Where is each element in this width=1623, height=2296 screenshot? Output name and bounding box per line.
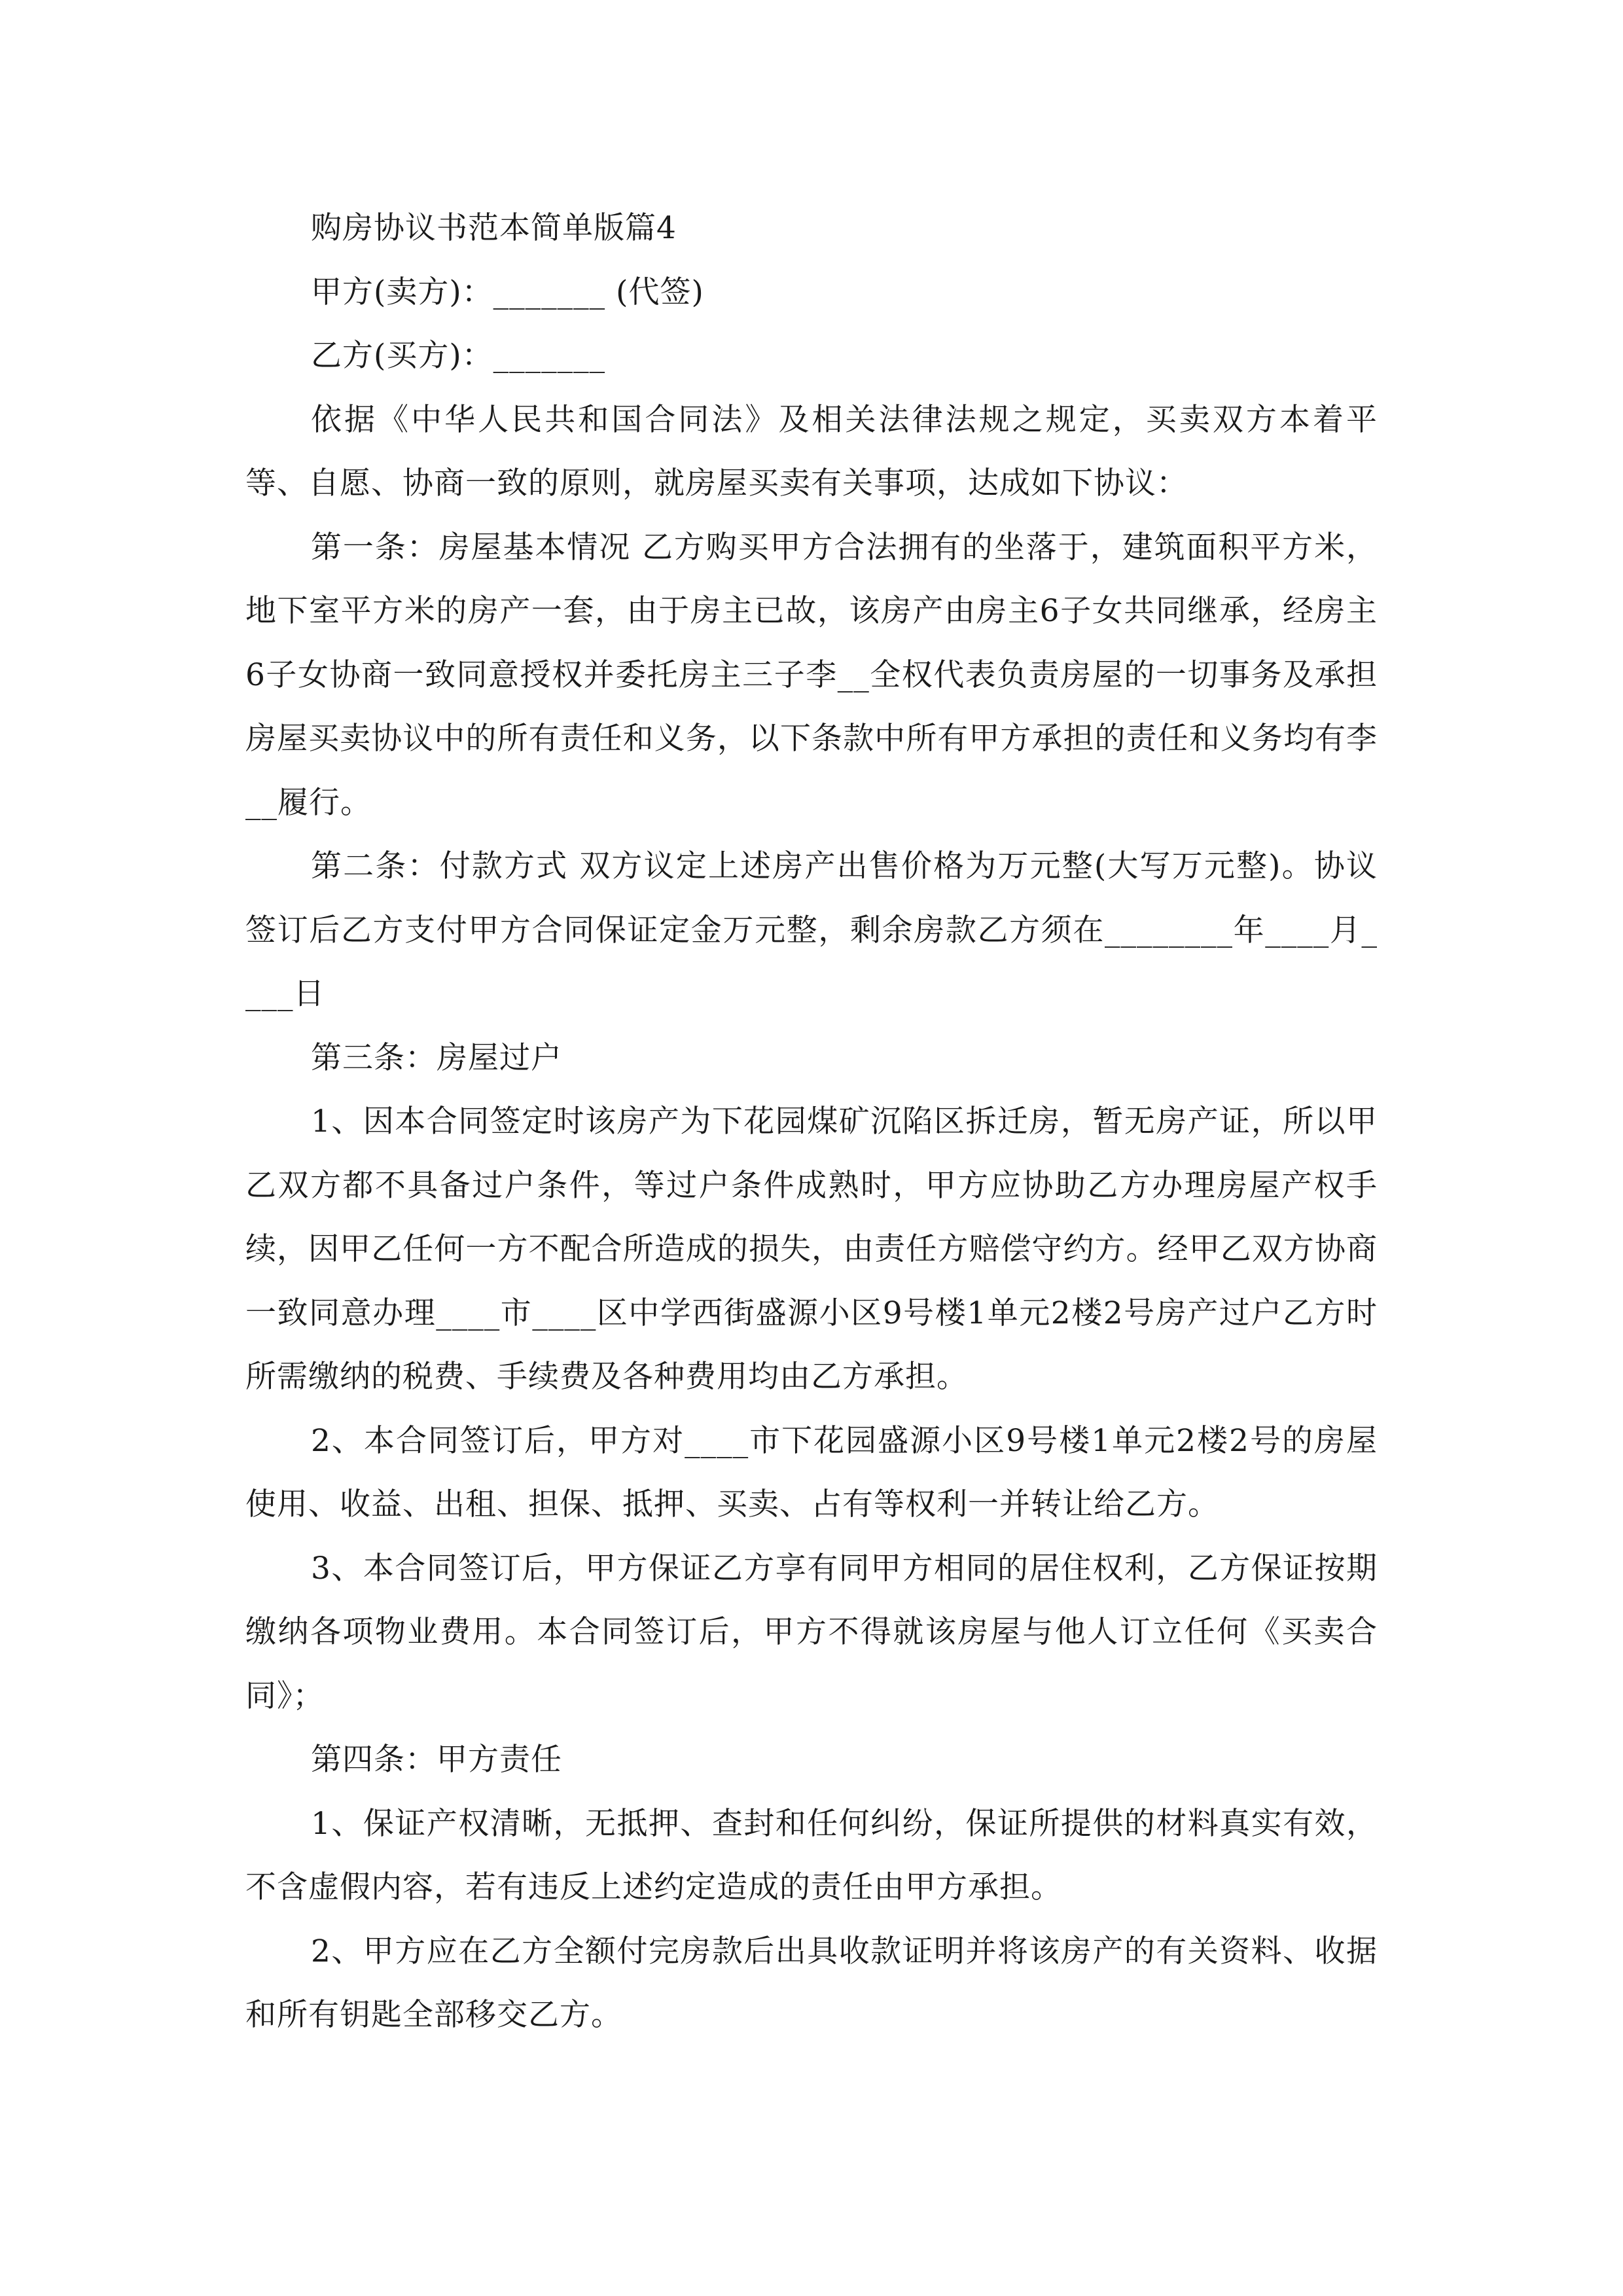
article-4-heading: 第四条：甲方责任: [311, 1742, 562, 1778]
preamble-paragraph: 依据《中华人民共和国合同法》及相关法律法规之规定，买卖双方本着平等、自愿、协商一致的原则，就房屋买卖有关事项，达成如下协议：: [245, 401, 1378, 501]
party-b-line: 乙方(买方)：_______: [311, 338, 606, 374]
article-1-paragraph: 第一条：房屋基本情况 乙方购买甲方合法拥有的坐落于，建筑面积平方米，地下室平方米的房产一套，由于房主已故，该房产由房主6子女共同继承，经房主6子女协商一致同意授权并委托房主三子李__全权代表负责房屋的一切事务及承担房屋买卖协议中的所有责任和义务，以下条款中所有甲方承担的责任和义务均有李__履行。: [245, 529, 1378, 821]
article-3-item-3: 3、本合同签订后，甲方保证乙方享有同甲方相同的居住权利，乙方保证按期缴纳各项物业费用。本合同签订后，甲方不得就该房屋与他人订立任何《买卖合同》；: [245, 1550, 1378, 1714]
document-title: 购房协议书范本简单版篇4: [311, 210, 677, 246]
article-4-item-2: 2、甲方应在乙方全额付完房款后出具收款证明并将该房产的有关资料、收据和所有钥匙全部移交乙方。: [245, 1933, 1378, 2033]
article-3-item-1: 1、因本合同签定时该房产为下花园煤矿沉陷区拆迁房，暂无房产证，所以甲乙双方都不具备过户条件，等过户条件成熟时，甲方应协助乙方办理房屋产权手续，因甲乙任何一方不配合所造成的损失，由责任方赔偿守约方。经甲乙双方协商一致同意办理____市____区中学西街盛源小区9号楼1单元2楼2号房产过户乙方时所需缴纳的税费、手续费及各种费用均由乙方承担。: [245, 1103, 1378, 1395]
article-4-item-1: 1、保证产权清晰，无抵押、查封和任何纠纷，保证所提供的材料真实有效，不含虚假内容，若有违反上述约定造成的责任由甲方承担。: [245, 1805, 1378, 1905]
article-3-heading: 第三条：房屋过户: [311, 1039, 562, 1076]
article-3-item-2: 2、本合同签订后，甲方对____市下花园盛源小区9号楼1单元2楼2号的房屋使用、收益、出租、担保、抵押、买卖、占有等权利一并转让给乙方。: [245, 1422, 1378, 1522]
article-2-paragraph: 第二条：付款方式 双方议定上述房产出售价格为万元整(大写万元整)。协议签订后乙方支付甲方合同保证定金万元整，剩余房款乙方须在________年____月____日: [245, 848, 1378, 1012]
document-body: [245, 196, 1378, 2047]
party-a-line: 甲方(卖方)：_______ (代签): [311, 274, 704, 310]
